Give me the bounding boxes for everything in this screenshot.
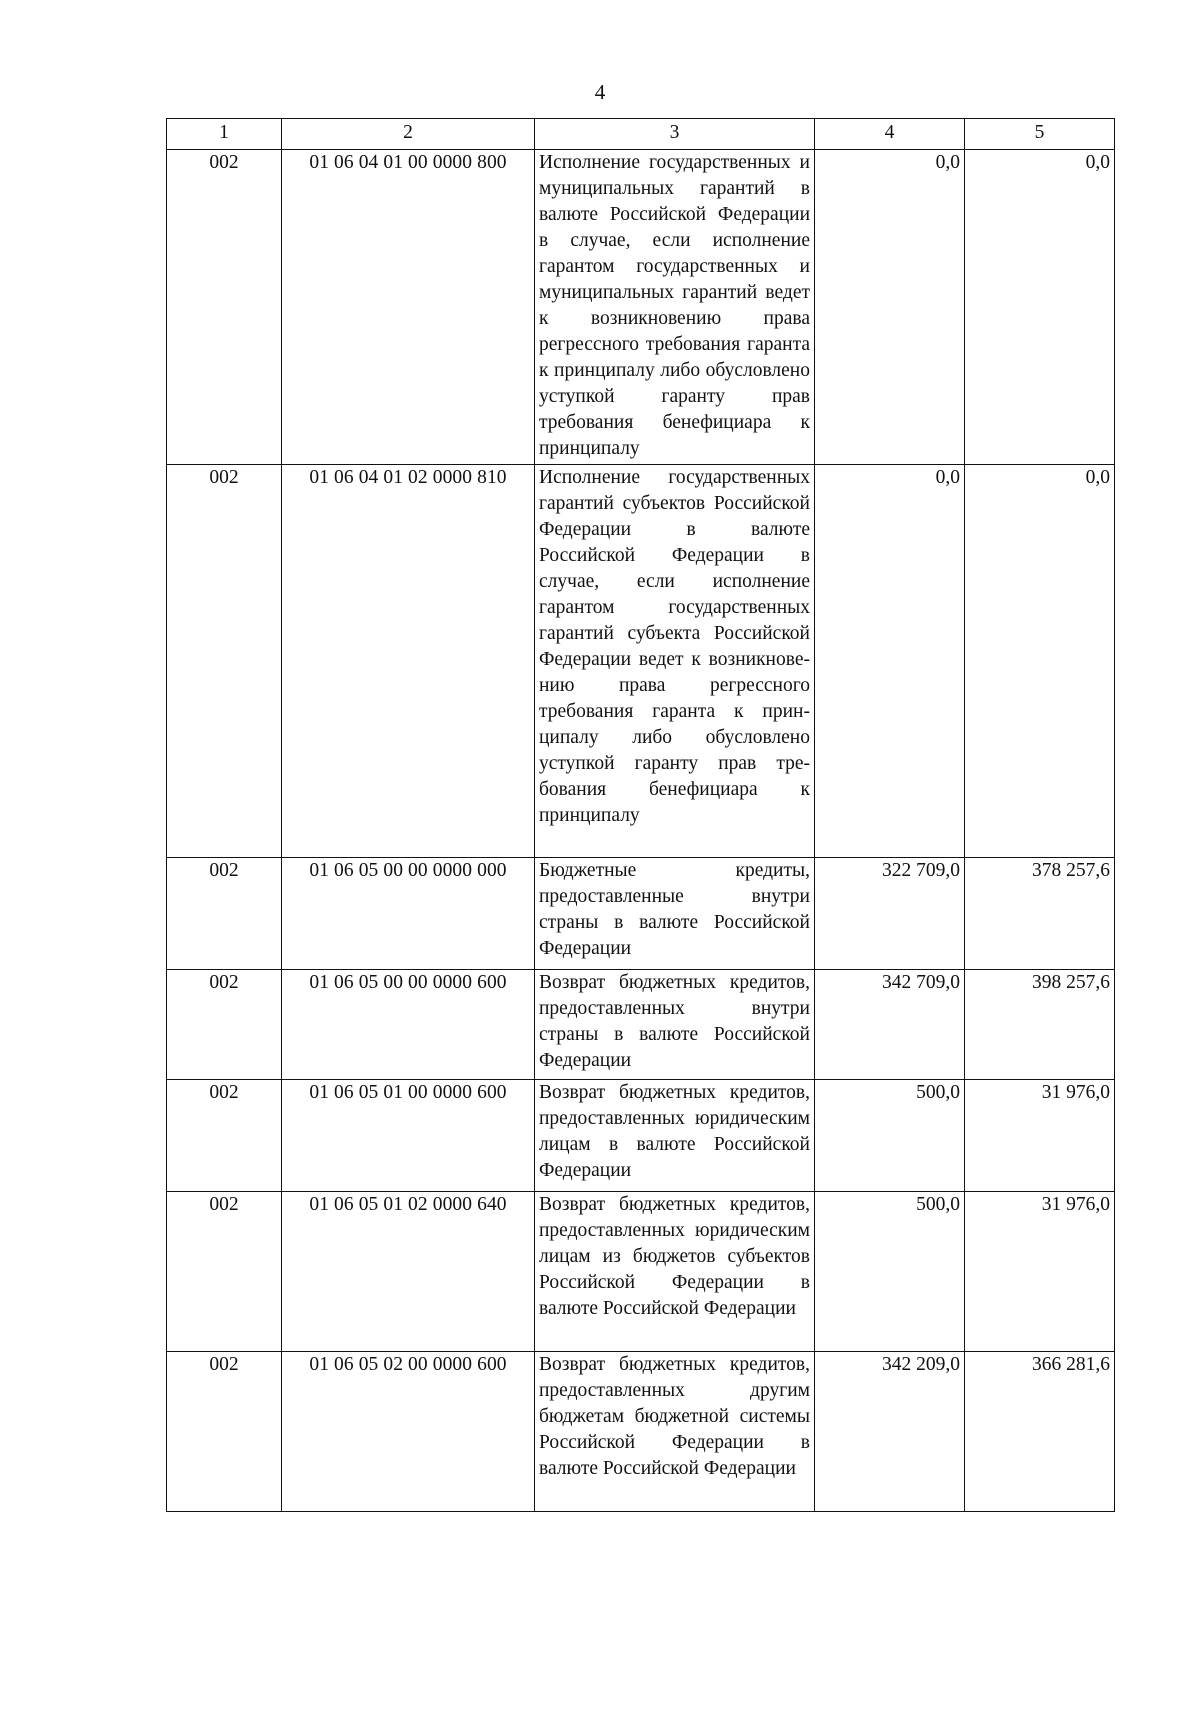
table-header <box>167 119 1115 150</box>
column-header-5: 5 <box>965 119 1115 150</box>
column-header-2: 2 <box>282 119 535 150</box>
column-header-4: 4 <box>815 119 965 150</box>
page-number: 4 <box>594 80 606 104</box>
table-row <box>167 465 1115 858</box>
admin-code-cell: 002 <box>167 1080 282 1192</box>
amount-col5-cell: 366 281,6 <box>965 1352 1115 1512</box>
amount-col5-cell: 0,0 <box>965 465 1115 858</box>
amount-col4-cell: 322 709,0 <box>815 858 965 970</box>
budget-code-cell: 01 06 05 01 02 0000 640 <box>282 1192 535 1352</box>
amount-col4-cell: 500,0 <box>815 1080 965 1192</box>
description-cell: Возврат бюджетных кредитов, предоставленных юридическим лицам в валюте Российской Федерации <box>535 1080 815 1192</box>
amount-col5-cell: 31 976,0 <box>965 1080 1115 1192</box>
amount-col5-cell: 31 976,0 <box>965 1192 1115 1352</box>
admin-code-cell: 002 <box>167 465 282 858</box>
amount-col5-cell: 378 257,6 <box>965 858 1115 970</box>
amount-col5-cell: 0,0 <box>965 150 1115 465</box>
description-cell: Возврат бюджетных кредитов, предоставленных другим бюджетам бюджетной системы Российской Федерации в валюте Российской Федерации <box>535 1352 815 1512</box>
budget-code-cell: 01 06 04 01 00 0000 800 <box>282 150 535 465</box>
table-row <box>167 1192 1115 1352</box>
amount-col4-cell: 342 709,0 <box>815 970 965 1080</box>
table-row <box>167 150 1115 465</box>
table-row <box>167 858 1115 970</box>
admin-code-cell: 002 <box>167 1192 282 1352</box>
description-cell: Исполнение государственных гарантий субъектов Российской Федерации в валюте Российской Федерации в случае, если исполнение гарантом государственных гарантий субъекта Российской Федерации ведет к возникновению права регрессного требования гаранта к принципалу либо обусловлено уступкой гаранту прав требования бенефициара к принципалу <box>535 465 815 858</box>
admin-code-cell: 002 <box>167 858 282 970</box>
admin-code-cell: 002 <box>167 970 282 1080</box>
budget-code-cell: 01 06 05 00 00 0000 000 <box>282 858 535 970</box>
budget-code-cell: 01 06 05 00 00 0000 600 <box>282 970 535 1080</box>
budget-sources-table <box>166 118 1115 1512</box>
description-cell: Исполнение государственных и муниципальных гарантий в валюте Российской Федерации в случае, если исполнение гарантом государственных и муниципальных гарантий ведет к возникновению права регрессного требования гаранта к принципалу либо обусловлено уступкой гаранту прав требования бенефициара к принципалу <box>535 150 815 465</box>
table-row <box>167 970 1115 1080</box>
table-row <box>167 1352 1115 1512</box>
amount-col4-cell: 500,0 <box>815 1192 965 1352</box>
table-row <box>167 1080 1115 1192</box>
budget-code-cell: 01 06 04 01 02 0000 810 <box>282 465 535 858</box>
column-header-1: 1 <box>167 119 282 150</box>
budget-code-cell: 01 06 05 02 00 0000 600 <box>282 1352 535 1512</box>
column-header-3: 3 <box>535 119 815 150</box>
amount-col4-cell: 0,0 <box>815 465 965 858</box>
budget-code-cell: 01 06 05 01 00 0000 600 <box>282 1080 535 1192</box>
admin-code-cell: 002 <box>167 1352 282 1512</box>
table-body <box>167 150 1115 1512</box>
amount-col4-cell: 342 209,0 <box>815 1352 965 1512</box>
admin-code-cell: 002 <box>167 150 282 465</box>
amount-col4-cell: 0,0 <box>815 150 965 465</box>
description-cell: Возврат бюджетных кредитов, предоставленных внутри страны в валюте Российской Федерации <box>535 970 815 1080</box>
header-row <box>167 119 1115 150</box>
amount-col5-cell: 398 257,6 <box>965 970 1115 1080</box>
description-cell: Бюджетные кредиты, предоставленные внутри страны в валюте Российской Федерации <box>535 858 815 970</box>
description-cell: Возврат бюджетных кредитов, предоставленных юридическим лицам из бюджетов субъектов Российской Федерации в валюте Российской Федерации <box>535 1192 815 1352</box>
